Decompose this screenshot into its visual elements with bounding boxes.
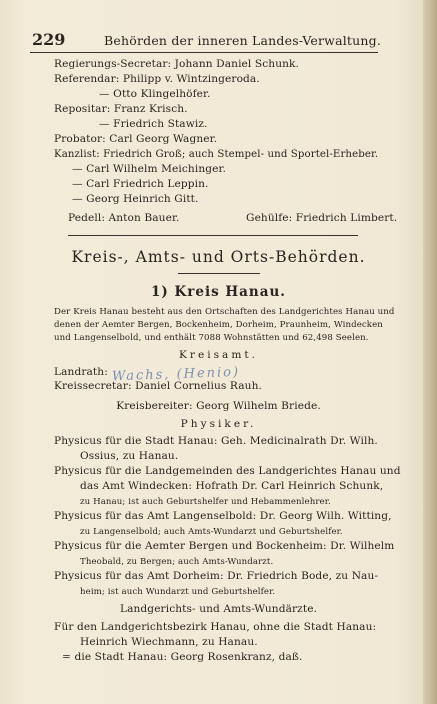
short-rule	[178, 273, 260, 274]
header-rule	[30, 52, 378, 53]
entry-line: — Friedrich Stawiz.	[99, 118, 208, 130]
physiker-line: Physicus für die Landgemeinden des Landgerichtes Hanau und	[54, 465, 401, 477]
section-rule	[68, 235, 358, 236]
entry-line: Referendar: Philipp v. Wintzingeroda.	[54, 73, 260, 85]
subsection-title: 1) Kreis Hanau.	[151, 284, 286, 300]
entry-line: — Otto Klingelhöfer.	[99, 88, 211, 100]
wundarzt-line: Heinrich Wiechmann, zu Hanau.	[80, 636, 258, 648]
intro-line: denen der Aemter Bergen, Bockenheim, Dorheim, Praunheim, Windecken	[54, 320, 383, 330]
intro-line: und Langenselbold, und enthält 7088 Wohnstätten und 62,498 Seelen.	[54, 333, 369, 343]
kreissecretar-line: Kreissecretar: Daniel Cornelius Rauh.	[54, 380, 262, 392]
running-header: Behörden der inneren Landes-Verwaltung.	[104, 33, 382, 48]
kreisbereiter-line: Kreisbereiter: Georg Wilhelm Briede.	[116, 400, 321, 412]
physiker-line: Theobald, zu Bergen; auch Amts-Wundarzt.	[80, 557, 274, 567]
entry-line: — Carl Wilhelm Meichinger.	[72, 163, 226, 175]
gehuelfe-line: Gehülfe: Friedrich Limbert.	[246, 212, 398, 224]
kreisamt-heading: Kreisamt.	[178, 349, 259, 361]
entry-line: Kanzlist: Friedrich Groß; auch Stempel- und Sportel-Erheber.	[54, 149, 379, 160]
wundarzt-line: = die Stadt Hanau: Georg Rosenkranz, daß.	[62, 651, 303, 663]
entry-line: Repositar: Franz Krisch.	[54, 103, 188, 115]
page-number: 229	[32, 30, 66, 49]
physiker-line: Ossius, zu Hanau.	[80, 450, 179, 462]
physiker-line: Physicus für die Stadt Hanau: Geh. Medicinalrath Dr. Wilh.	[54, 435, 378, 447]
physiker-line: Physicus für das Amt Langenselbold: Dr. Georg Wilh. Witting,	[54, 510, 392, 522]
wundaerzte-heading: Landgerichts- und Amts-Wundärzte.	[119, 603, 318, 615]
physiker-line: zu Langenselbold; auch Amts-Wundarzt und Geburtshelfer.	[80, 527, 343, 537]
entry-line: Probator: Carl Georg Wagner.	[54, 133, 218, 145]
physiker-line: Physicus für das Amt Dorheim: Dr. Friedrich Bode, zu Nau-	[54, 570, 379, 582]
wundarzt-line: Für den Landgerichtsbezirk Hanau, ohne die Stadt Hanau:	[54, 621, 377, 633]
entry-line: — Carl Friedrich Leppin.	[72, 178, 209, 190]
section-title: Kreis-, Amts- und Orts-Behörden.	[71, 248, 366, 266]
physiker-line: zu Hanau; ist auch Geburtshelfer und Hebammenlehrer.	[80, 497, 331, 507]
physiker-line: das Amt Windecken: Hofrath Dr. Carl Heinrich Schunk,	[80, 480, 384, 492]
entry-line: — Georg Heinrich Gitt.	[72, 193, 199, 205]
physiker-line: Physicus für die Aemter Bergen und Bockenheim: Dr. Wilhelm	[54, 540, 395, 552]
intro-line: Der Kreis Hanau besteht aus den Ortschaften des Landgerichtes Hanau und	[54, 307, 395, 317]
physiker-heading: Physiker.	[180, 418, 257, 430]
physiker-line: heim; ist auch Wundarzt und Geburtshelfer.	[80, 587, 276, 597]
handwritten-annotation: Wachs, (Henio)	[111, 364, 241, 385]
entry-line: Regierungs-Secretar: Johann Daniel Schunk.	[54, 58, 300, 70]
landrath-label: Landrath:	[54, 366, 108, 378]
pedell-line: Pedell: Anton Bauer.	[68, 212, 180, 224]
